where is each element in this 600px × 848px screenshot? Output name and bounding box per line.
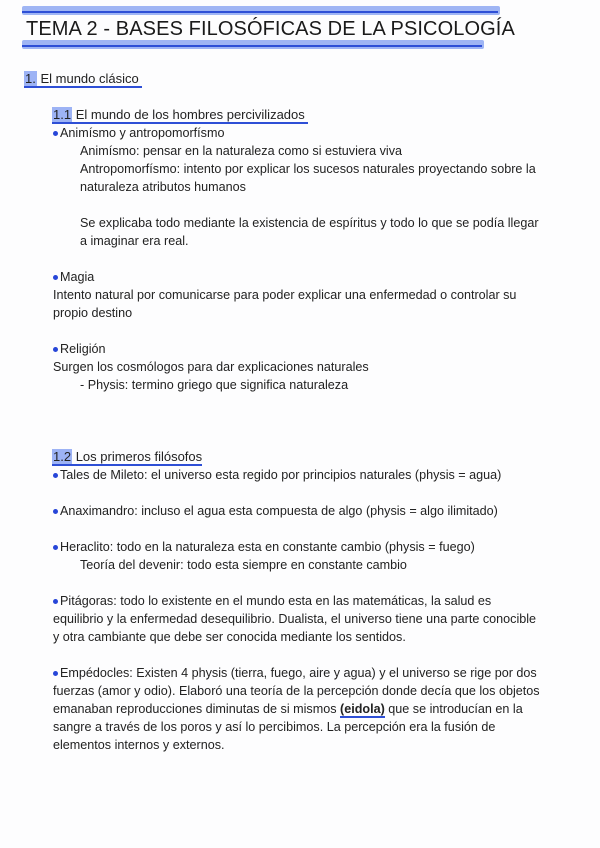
pitagoras-line-1: Pitágoras: todo lo existente en el mundo esta en las matemáticas, la salud es [60,594,492,608]
page-title: TEMA 2 - BASES FILOSÓFICAS DE LA PSICOLOGÍA [26,18,515,40]
bullet-icon [53,473,58,478]
animismo-line-5: a imaginar era real. [80,234,189,248]
subsection-1-2-number: 1.2 [53,449,72,464]
subsection-1-2-label: Los primeros filósofos [75,449,203,464]
subsection-1-1-heading [52,106,308,124]
title-block [22,4,515,52]
subsection-1-1-label: El mundo de los hombres percivilizados [75,107,305,122]
bullet-icon [53,131,58,136]
religion-line-2: - Physis: termino griego que significa naturaleza [80,378,349,392]
bullet-icon [53,671,58,676]
magia-line-1: Intento natural por comunicarse para poder explicar una enfermedad o controlar su [53,288,517,302]
empedocles-line-3-pre: emanaban reproducciones diminutas de si mismos [53,702,340,716]
bullet-icon [53,599,58,604]
magia-line-2: propio destino [53,306,133,320]
tales-line: Tales de Mileto: el universo esta regido por principios naturales (physis = agua) [60,468,502,482]
animismo-heading: Animísmo y antropomorfísmo [60,126,225,140]
religion-line-1: Surgen los cosmólogos para dar explicaciones naturales [53,360,369,374]
empedocles-line-3 [53,700,523,718]
subsection-1-2-heading [52,448,202,466]
empedocles-line-5: elementos internos y externos. [53,738,225,752]
animismo-line-4: Se explicaba todo mediante la existencia de espíritus y todo lo que se podía llegar [80,216,539,230]
empedocles-line-3-post: que se introducían en la [384,702,523,716]
bullet-icon [53,347,58,352]
heraclito-line-1: Heraclito: todo en la naturaleza esta en constante cambio (physis = fuego) [60,540,475,554]
subsection-1-1-number: 1.1 [53,107,72,122]
animismo-line-1: Animísmo: pensar en la naturaleza como si estuviera viva [80,144,402,158]
magia-heading: Magia [60,270,95,284]
section-1-heading [24,70,142,88]
animismo-line-2: Antropomorfísmo: intento por explicar los sucesos naturales proyectando sobre la [80,162,536,176]
section-1-number: 1. [25,71,36,86]
pitagoras-line-2: equilibrio y la enfermedad desequilibrio. Dualista, el universo tiene una parte conocible [53,612,537,626]
bullet-icon [53,545,58,550]
pitagoras-line-3: y otra cambiante que debe ser conocida mediante los sentidos. [53,630,406,644]
bullet-icon [53,275,58,280]
religion-heading: Religión [60,342,106,356]
heraclito-line-2: Teoría del devenir: todo esta siempre en constante cambio [80,558,407,572]
bullet-icon [53,509,58,514]
empedocles-line-2: fuerzas (amor y odio). Elaboró una teoría de la percepción donde decía que los objetos [53,684,540,698]
animismo-line-3: naturaleza atributos humanos [80,180,246,194]
empedocles-line-4: sangre a través de los poros y así lo percibimos. La percepción era la fusión de [53,720,496,734]
anaximandro-line: Anaximandro: incluso el agua esta compuesta de algo (physis = algo ilimitado) [60,504,498,518]
empedocles-line-1: Empédocles: Existen 4 physis (tierra, fuego, aire y agua) y el universo se rige por dos [60,666,537,680]
title-rule-bottom [22,45,482,47]
title-rule-top [22,11,498,13]
eidola-term: (eidola) [340,702,385,716]
section-1-label: El mundo clásico [40,71,139,86]
